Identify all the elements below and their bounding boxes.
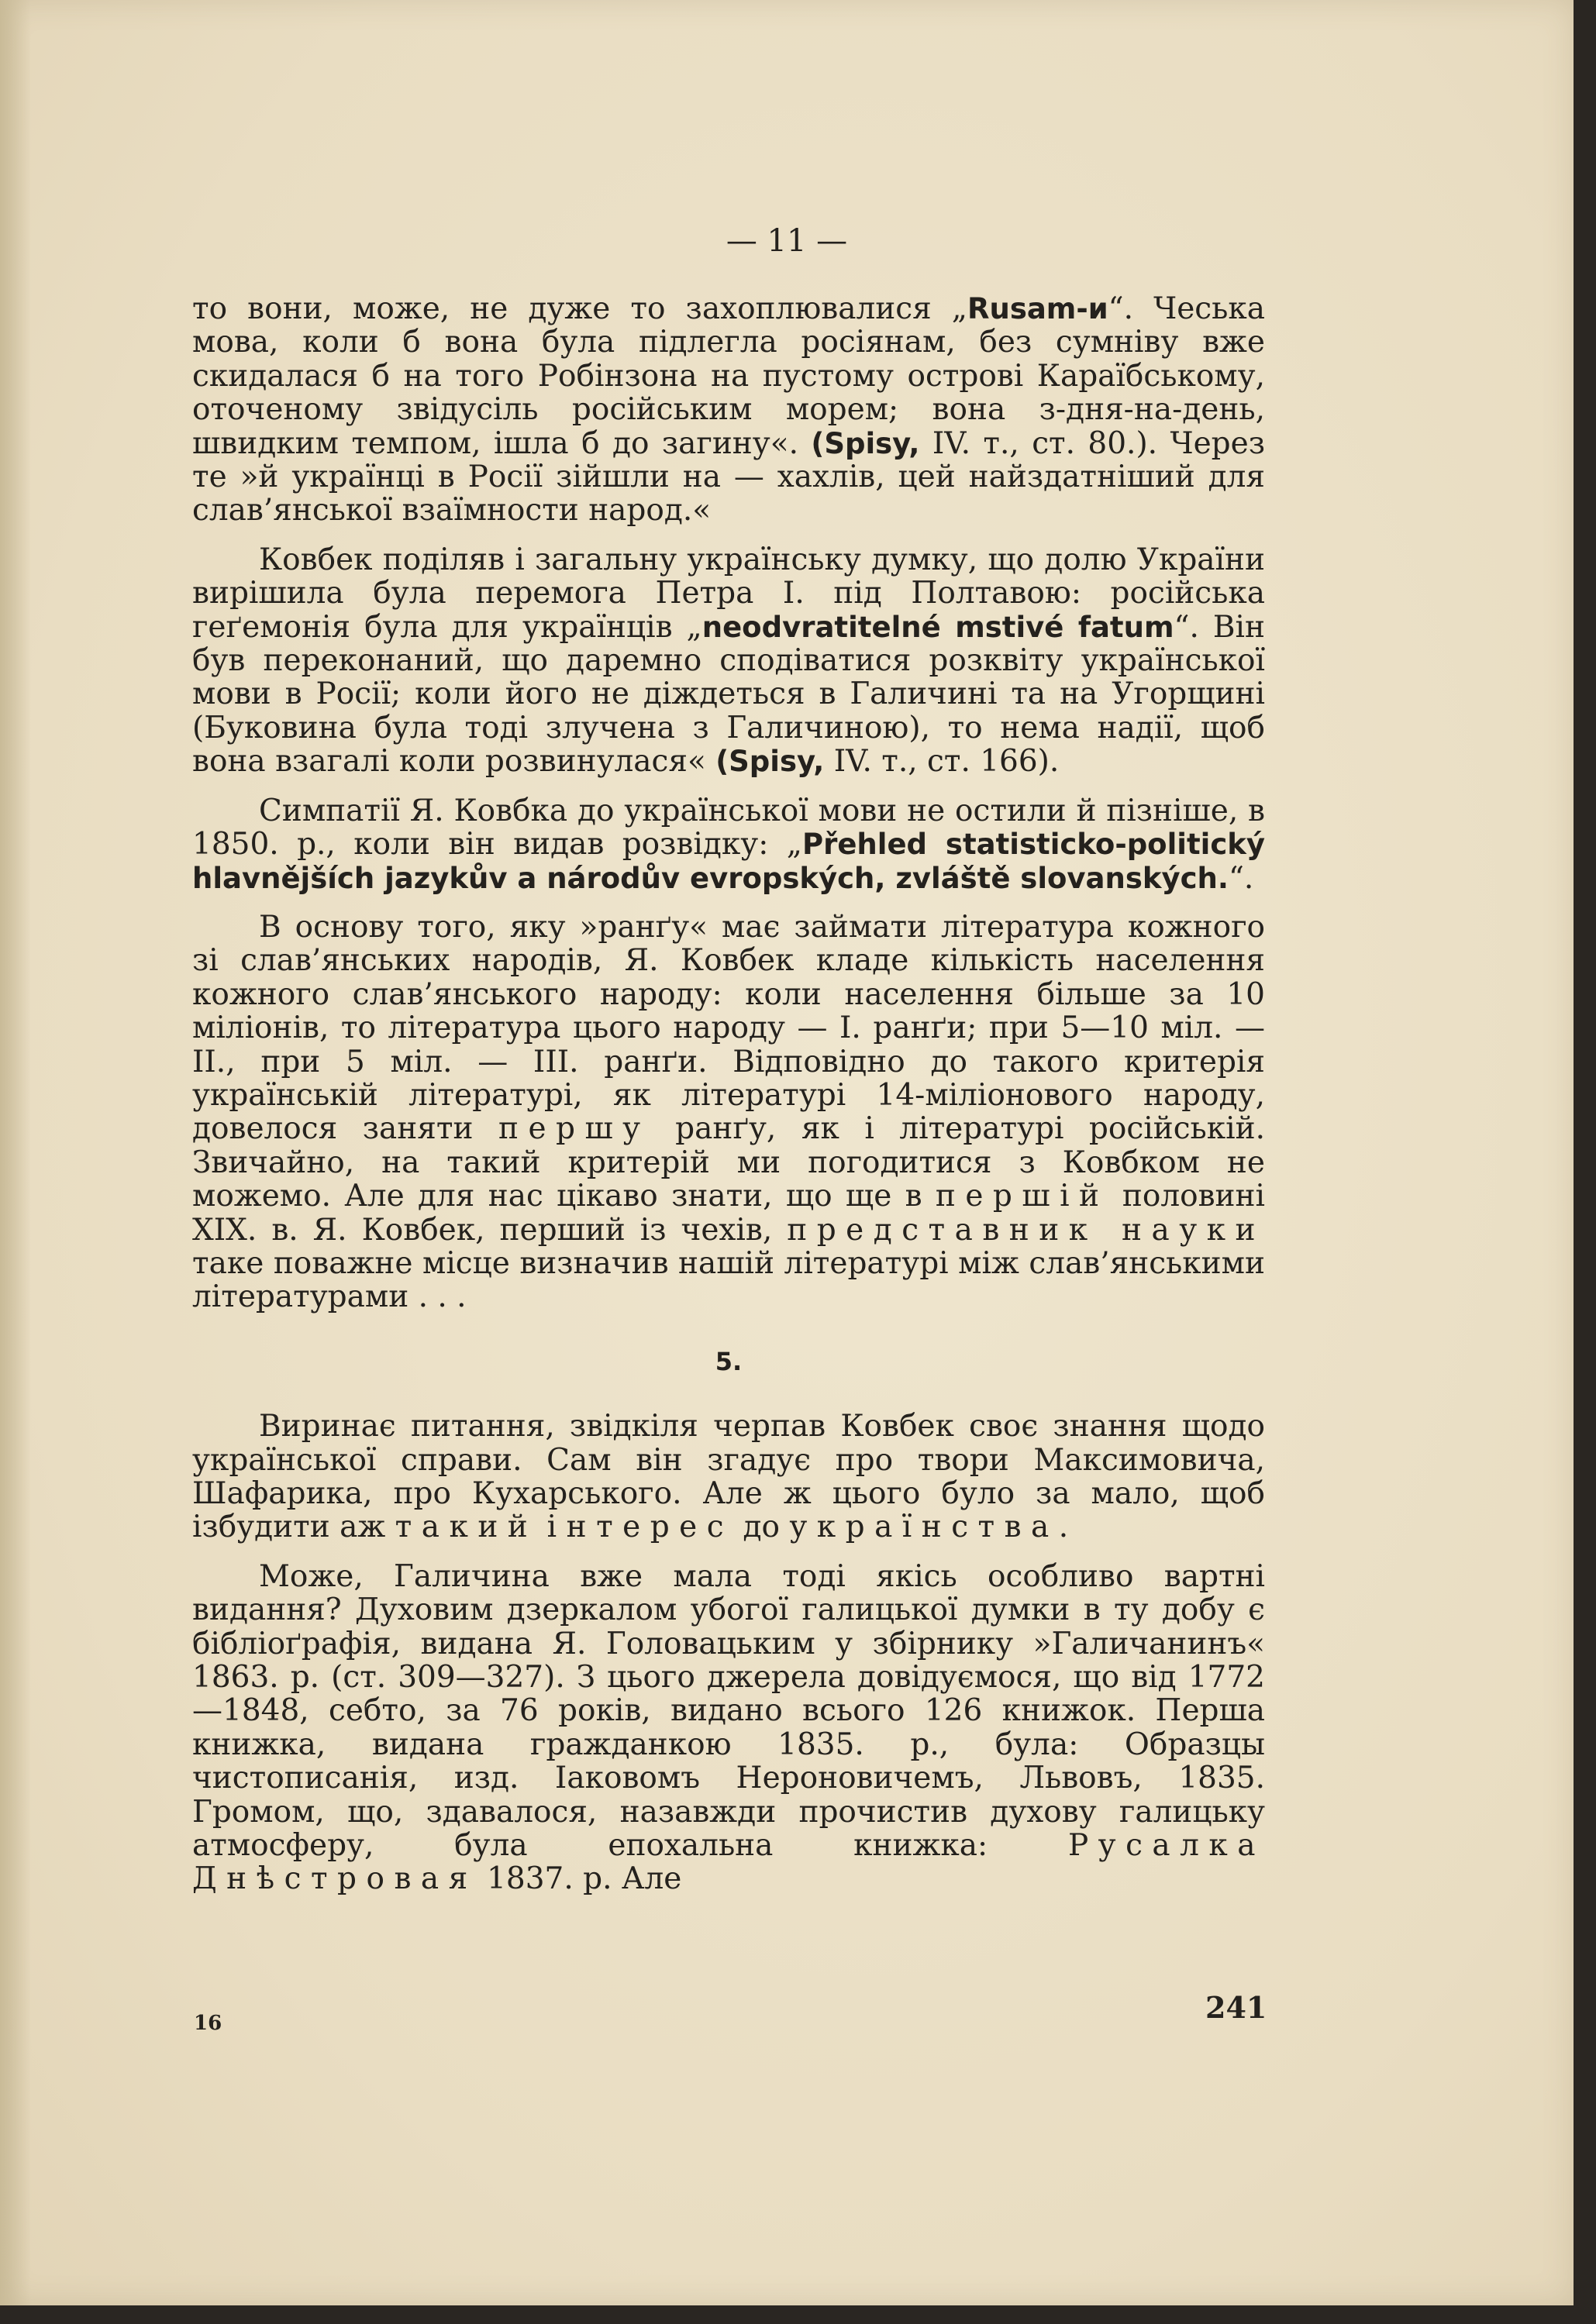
paragraphs-after-section [192, 1410, 1265, 1896]
footer-page-number: 241 [1205, 1990, 1267, 2025]
paragraph [192, 794, 1265, 895]
text-run: таке поважне місце визначив нашій літературі між слав’янськими літературами . . . [192, 1245, 1265, 1315]
page-body [192, 292, 1265, 1912]
paragraph [192, 292, 1265, 528]
text-run: IV. т., ст. 166). [824, 744, 1060, 780]
paragraph [192, 1410, 1265, 1544]
spaced-emphasis: першу [498, 1111, 650, 1147]
text-run: до [733, 1510, 790, 1545]
header-dash-right: — [816, 223, 848, 259]
emphasized-citation: (Spisy, [811, 426, 920, 460]
text-run: Ковбек поділяв і загальну українську думку, що долю України вирішила була перемога Петра І. під Полтавою: російська геґемонія була для українців „ [192, 542, 1265, 645]
header-dash-left: — [726, 223, 757, 259]
emphasized-citation: Rusam-и [967, 292, 1108, 325]
text-run: “. Він був переконаний, що даремно сподіватися розквіту української мови в Росії; коли його не діждеться в Галичині та на Угорщині (Буковина була тоді злучена з Галичиною), то нема надії, щоб вона взагалі коли розвинулася« [192, 609, 1265, 780]
paragraph [192, 543, 1265, 779]
page-spine-shadow [0, 0, 31, 2305]
paragraph [192, 1560, 1265, 1896]
emphasized-citation: neodvratitelné mstivé fatum [701, 610, 1174, 644]
text-run: В основу того, яку »ранґу« має займати література кожного зі слав’янських народів, Я. Ковбек кладе кількість населення кожного слав’янського народу: коли населення більше за 10 міліонів, то література цього народу — І. ранґи; при 5—10 міл. — II., при 5 міл. — III. ранґи. Відповідно до такого критерія українській літературі, як літературі 14-міліонового народу, довелося заняти [192, 909, 1265, 1147]
text-run: “. [1228, 860, 1254, 896]
spaced-emphasis: Русалка Днѣстровая [192, 1828, 1265, 1897]
spaced-emphasis: інтерес [546, 1510, 734, 1545]
text-run: половині XIX. в. Я. Ковбек, перший із чехів, [192, 1179, 1265, 1248]
spaced-emphasis: українства [789, 1510, 1059, 1545]
text-run: Симпатії Я. Ковбка до української мови не остили й пізніше, в 1850. р., коли він видав розвідку: „ [192, 793, 1265, 862]
section-heading: 5. [715, 1346, 743, 1376]
emphasized-citation: (Spisy, [715, 745, 825, 779]
text-run [537, 1510, 546, 1544]
printer-signature-mark: 16 [194, 2012, 222, 2035]
spaced-emphasis: першій [935, 1179, 1109, 1214]
text-run: IV. т., ст. 80.). Через те »й українці в Росії зійшли на — хахлів, цей найздатніший для слав’янської взаїмности народ.« [192, 425, 1266, 528]
text-run: то вони, може, не дуже то захоплювалися „ [192, 291, 967, 326]
text-run: . [1058, 1510, 1069, 1545]
text-run: Виринає питання, звідкіля черпав Ковбек своє знання щодо української справи. Сам він згадує про твори Максимовича, Шафарика, про Кухарського. Але ж цього було за мало, щоб ізбудити аж [192, 1409, 1265, 1545]
spaced-emphasis: такий [395, 1510, 538, 1545]
header-page-number: 11 [767, 223, 807, 259]
text-run: ранґу, як і літературі російській. Звичайно, на такий критерій ми погодитися з Ковбком не можемо. Але для нас цікаво знати, що ще в [192, 1111, 1266, 1214]
emphasized-citation: Přehled statisticko-politický hlavnějších jazykův a národův evropských, zvláště slovanských. [192, 828, 1265, 895]
page-header [0, 223, 1574, 259]
text-run: Може, Галичина вже мала тоді якісь особливо вартні видання? Духовим дзеркалом убогої галицької думки в ту добу є бібліоґрафія, видана Я. Головацьким у збірнику »Галичанинъ« 1863. р. (ст. 309—327). З цього джерела довідуємося, що від 1772—1848, себто, за 76 років, видано всього 126 книжок. Перша книжка, видана гражданкою 1835. р., була: Образцы чистописанія, изд. Іаковомъ Нероновичемъ, Львовъ, 1835. Громом, що, здавалося, назавжди прочистив духову галицьку атмосферу, була епохальна книжка: [192, 1558, 1265, 1864]
paragraphs-before-section [192, 292, 1265, 1314]
text-run: “. Чеська мова, коли б вона була підлегла росіянам, без сумніву вже скидалася б на того Робінзона на пустому острові Караїбському, оточеному звідусіль російським морем; вона з-дня-на-день, швидким темпом, ішла б до загину«. [192, 291, 1265, 461]
spaced-emphasis: представник науки [787, 1212, 1265, 1248]
text-run: 1837. р. Але [477, 1861, 682, 1897]
paragraph [192, 911, 1265, 1314]
